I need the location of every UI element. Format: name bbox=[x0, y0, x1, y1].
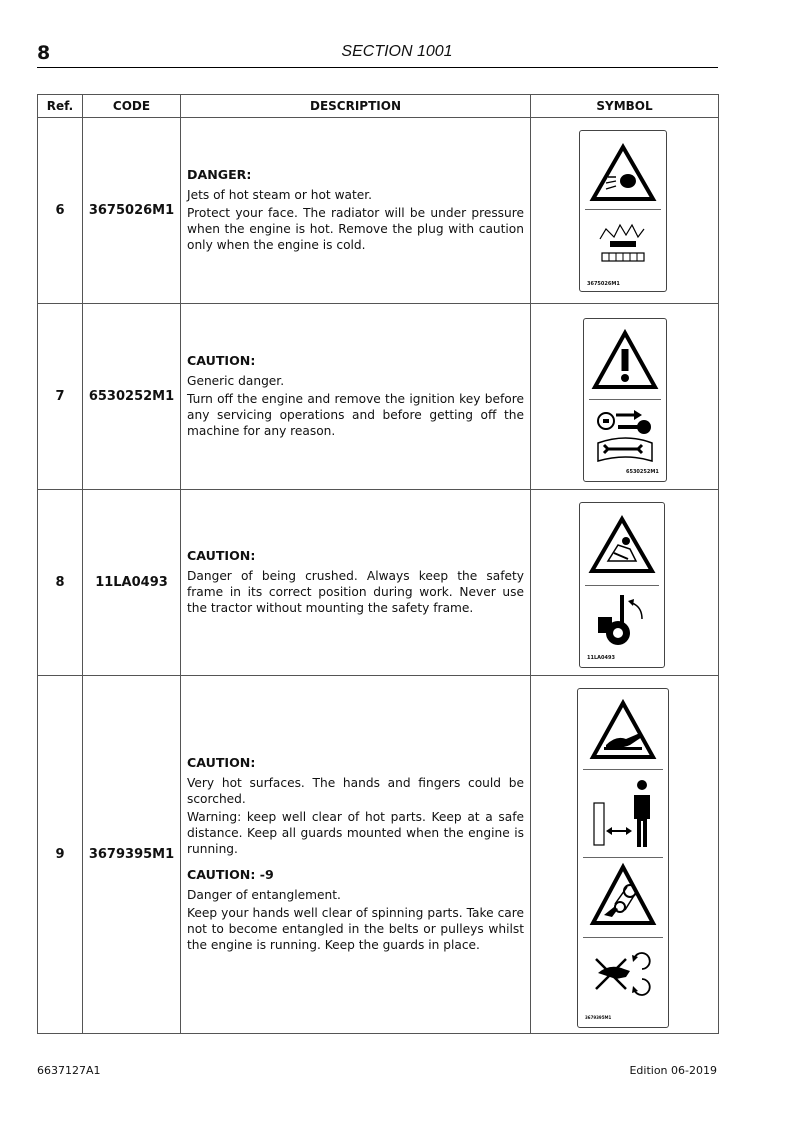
table-row bbox=[38, 118, 719, 304]
ref-cell: 7 bbox=[38, 304, 83, 490]
warning-heading: CAUTION: bbox=[187, 547, 256, 563]
table-row bbox=[38, 304, 719, 490]
remove-key-manual-icon bbox=[594, 407, 656, 465]
warning-heading: CAUTION: bbox=[187, 754, 256, 770]
safety-decals-table bbox=[37, 94, 719, 1034]
edition-label: Edition 06-2019 bbox=[629, 1064, 717, 1077]
description-text: Protect your face. The radiator will be under pressure when the engine is hot. Remove the plug with caution only when the engine is cold. bbox=[187, 205, 524, 252]
symbol-cell bbox=[531, 304, 719, 490]
panel-divider bbox=[589, 399, 661, 400]
safety-decal bbox=[577, 688, 669, 1028]
description-text: Turn off the engine and remove the ignition key before any servicing operations and before getting off the machine for any reason. bbox=[187, 391, 524, 438]
table-header-row bbox=[38, 95, 719, 118]
header-rule bbox=[37, 67, 718, 68]
code-cell: 11LA0493 bbox=[83, 490, 181, 676]
code-cell: 3679395M1 bbox=[83, 676, 181, 1034]
panel-divider bbox=[585, 585, 659, 586]
description-cell bbox=[181, 118, 531, 304]
column-header-symbol: SYMBOL bbox=[531, 95, 719, 118]
exclamation-warning-icon bbox=[593, 329, 657, 391]
ref-cell: 8 bbox=[38, 490, 83, 676]
code-cell: 6530252M1 bbox=[83, 304, 181, 490]
symbol-cell bbox=[531, 490, 719, 676]
column-header-code: CODE bbox=[83, 95, 181, 118]
description-cell bbox=[181, 304, 531, 490]
table-row bbox=[38, 490, 719, 676]
decal-code: 6530252M1 bbox=[626, 469, 659, 475]
safety-decal bbox=[579, 130, 667, 292]
crush-rollover-warning-icon bbox=[590, 515, 654, 575]
document-code: 6637127A1 bbox=[37, 1064, 101, 1077]
panel-divider bbox=[583, 937, 663, 938]
warning-heading: CAUTION: -9 bbox=[187, 866, 274, 882]
panel-divider bbox=[583, 769, 663, 770]
description-cell bbox=[181, 676, 531, 1034]
description-text: Generic danger. bbox=[187, 373, 285, 388]
description-text: Danger of entanglement. bbox=[187, 887, 341, 902]
keep-distance-icon bbox=[590, 775, 656, 851]
ref-cell: 9 bbox=[38, 676, 83, 1034]
description-text: Danger of being crushed. Always keep the safety frame in its correct position during work. Never use the tractor without mounting the safety frame. bbox=[187, 568, 524, 615]
description-text: Very hot surfaces. The hands and fingers could be scorched. bbox=[187, 775, 524, 806]
ref-cell: 6 bbox=[38, 118, 83, 304]
description-text: Keep your hands well clear of spinning parts. Take care not to become entangled in the belts or pulleys whilst the engine is running. Keep the guards in place. bbox=[187, 905, 524, 952]
decal-code: 3675026M1 bbox=[587, 281, 620, 287]
hot-surface-warning-icon bbox=[590, 699, 656, 761]
symbol-cell bbox=[531, 676, 719, 1034]
description-cell bbox=[181, 490, 531, 676]
warning-heading: DANGER: bbox=[187, 166, 252, 182]
code-cell: 3675026M1 bbox=[83, 118, 181, 304]
entanglement-warning-icon bbox=[590, 863, 656, 929]
column-header-ref: Ref. bbox=[38, 95, 83, 118]
decal-code: 3679395M1 bbox=[585, 1015, 612, 1020]
section-title: SECTION 1001 bbox=[341, 43, 453, 60]
tractor-safety-frame-icon bbox=[590, 593, 652, 647]
description-text: Warning: keep well clear of hot parts. Keep at a safe distance. Keep all guards mounted when the engine is running. bbox=[187, 809, 524, 856]
warning-heading: CAUTION: bbox=[187, 352, 256, 368]
panel-divider bbox=[585, 209, 661, 210]
table-row bbox=[38, 676, 719, 1034]
panel-divider bbox=[583, 857, 663, 858]
page-number: 8 bbox=[37, 42, 51, 64]
description-text: Jets of hot steam or hot water. bbox=[187, 187, 373, 202]
safety-decal bbox=[583, 318, 667, 482]
column-header-description: DESCRIPTION bbox=[181, 95, 531, 118]
safety-decal bbox=[579, 502, 665, 668]
no-hands-rotating-parts-icon bbox=[590, 943, 656, 1005]
radiator-cap-icon bbox=[592, 217, 654, 267]
decal-code: 11LA0493 bbox=[587, 655, 615, 661]
hot-steam-warning-icon bbox=[590, 143, 656, 203]
symbol-cell bbox=[531, 118, 719, 304]
